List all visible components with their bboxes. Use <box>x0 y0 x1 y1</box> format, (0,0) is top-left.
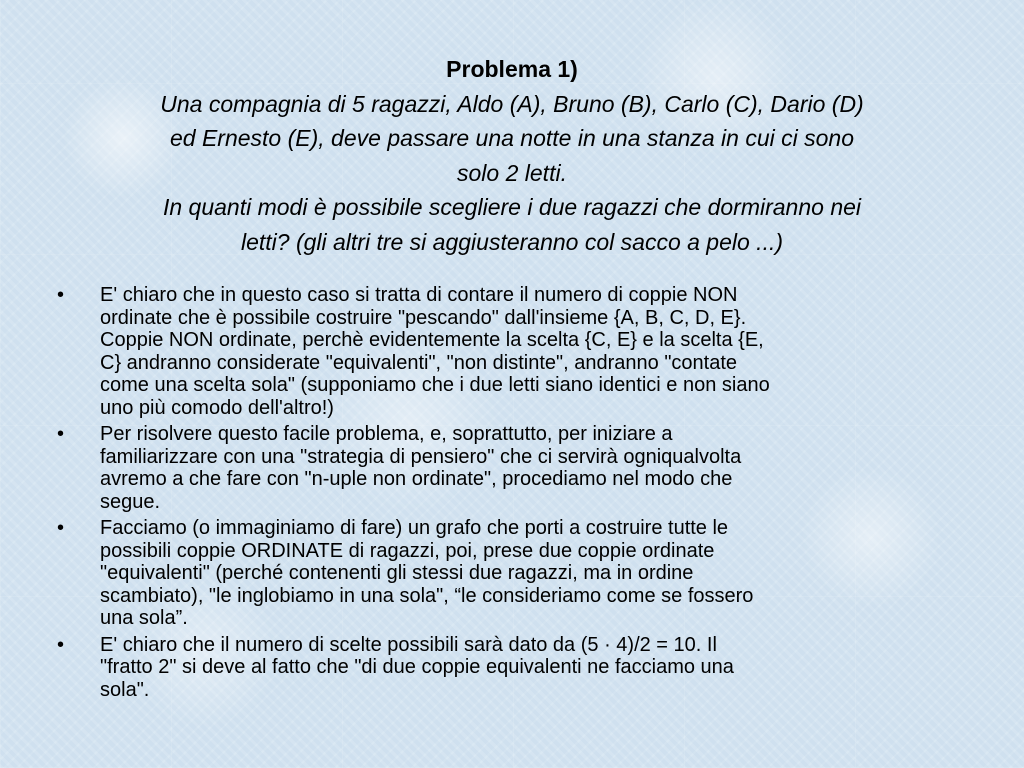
bullet-line: Coppie NON ordinate, perchè evidentemente la scelta {C, E} e la scelta {E, <box>100 329 764 351</box>
problem-statement-line: ed Ernesto (E), deve passare una notte in una stanza in cui ci sono <box>169 125 855 151</box>
bullet-icon: • <box>57 633 65 656</box>
bullet-line: possibili coppie ORDINATE di ragazzi, poi, prese due coppie ordinate <box>100 539 715 562</box>
problem-statement-line: Una compagnia di 5 ragazzi, Aldo (A), Bruno (B), Carlo (C), Dario (D) <box>160 90 864 117</box>
bullet-line: avremo a che fare con "n-uple non ordinate", procediamo nel modo che <box>100 468 733 490</box>
bullet-item-result <box>55 634 965 702</box>
bullet-line: uno più comodo dell'altro!) <box>100 396 334 419</box>
bullet-line: una sola”. <box>100 607 188 629</box>
bullet-line: segue. <box>100 490 161 513</box>
problem-statement-line: solo 2 letti. <box>457 159 567 186</box>
bullet-icon: • <box>57 284 65 306</box>
bullet-icon: • <box>57 517 65 539</box>
problem-heading: Problema 1) <box>446 56 578 82</box>
bullet-line: sola". <box>100 678 150 701</box>
bullet-line: come una scelta sola" (supponiamo che i due letti siano identici e non siano <box>100 374 770 396</box>
bullet-line: ordinate che è possibile costruire "pescando" dall'insieme {A, B, C, D, E}. <box>100 306 747 329</box>
problem-question-line: letti? (gli altri tre si aggiusteranno col sacco a pelo ...) <box>240 228 784 255</box>
bullet-item-strategy <box>55 423 965 513</box>
bullet-line: "fratto 2" si deve al fatto che "di due coppie equivalenti ne facciamo una <box>100 656 734 678</box>
bullet-item-unordered-pairs <box>55 284 965 419</box>
bullet-line: "equivalenti" (perché contenenti gli stessi due ragazzi, ma in ordine <box>100 562 694 584</box>
bullet-line: C} andranno considerate "equivalenti", "non distinte", andranno "contate <box>100 351 738 374</box>
bullet-line: familiarizzare con una "strategia di pensiero" che ci servirà ogniqualvolta <box>100 445 742 468</box>
bullet-icon: • <box>57 423 65 445</box>
problem-title-block <box>62 52 962 259</box>
bullet-line: scambiato), "le inglobiamo in una sola", “le consideriamo come se fossero <box>100 584 754 607</box>
bullet-line: E' chiaro che in questo caso si tratta di contare il numero di coppie NON <box>100 284 738 306</box>
bullet-line: Facciamo (o immaginiamo di fare) un grafo che porti a costruire tutte le <box>100 517 729 539</box>
problem-question-line: In quanti modi è possibile scegliere i due ragazzi che dormiranno nei <box>162 194 862 220</box>
solution-bullet-list <box>55 284 965 705</box>
bullet-line: Per risolvere questo facile problema, e, soprattutto, per iniziare a <box>100 423 673 445</box>
bullet-line: E' chiaro che il numero di scelte possibili sarà dato da (5 · 4)/2 = 10. Il <box>100 633 717 656</box>
bullet-item-graph <box>55 517 965 630</box>
